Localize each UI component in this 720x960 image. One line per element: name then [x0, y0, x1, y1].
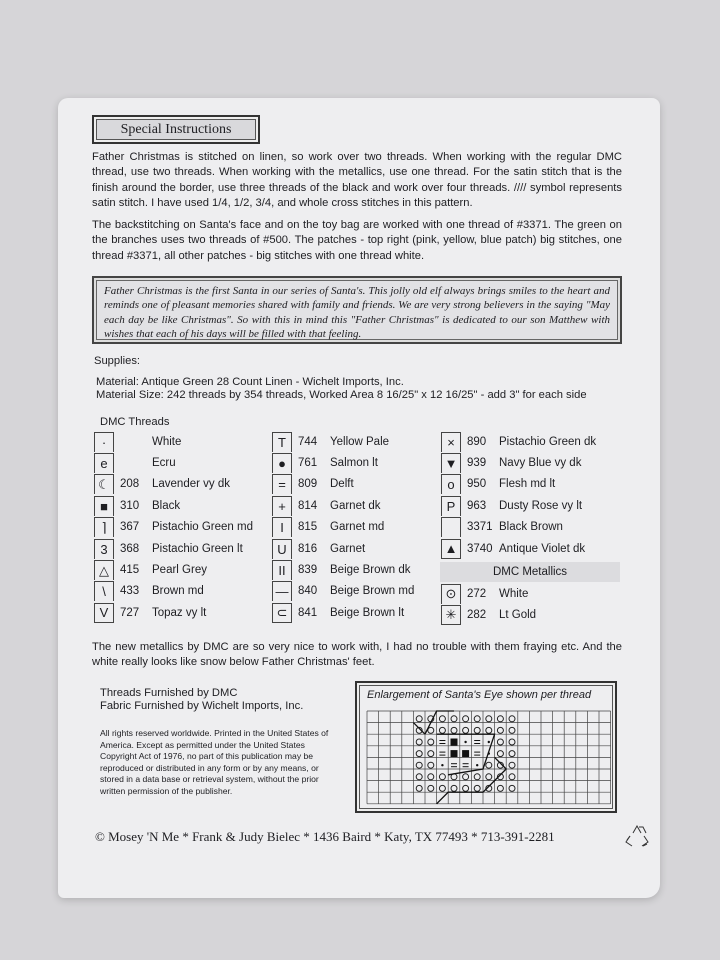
- thread-row: [94, 517, 253, 538]
- thread-name: White: [499, 587, 529, 600]
- x-mark-icon: ×: [441, 432, 461, 452]
- thread-row: [94, 452, 253, 473]
- tee-icon: T: [272, 432, 292, 452]
- thread-row: [94, 559, 253, 580]
- thread-number: 890: [467, 435, 487, 448]
- thread-name: Pistachio Green md: [152, 521, 253, 534]
- asterisk-icon: ✳: [441, 605, 461, 625]
- threads-heading: DMC Threads: [100, 416, 170, 428]
- instructions-paragraph-1: Father Christmas is stitched on linen, so work over two threads. When working with the regular DMC thread, use two threads. When working with the metallics, use one thread. For the satin stitch that is the finish around the border, use three threads of the black and work over four threads. //// symbol represents satin stitch. I have used 1/4, 1/2, 3/4, and whole cross stitches in this pattern.: [92, 151, 622, 210]
- fabric-credit: Fabric Furnished by Wichelt Imports, Inc.: [100, 700, 304, 712]
- triangle-up-icon: ▲: [441, 539, 461, 559]
- subset-icon: ⊂: [272, 603, 292, 623]
- copyright-notice: All rights reserved worldwide. Printed in the United States of America. Except as permitted under the United States Copyright Act of 1976, no part of this publication may be reproduced or distributed in any form or by any means, or stored in a data base or retrieval system, without the prior written permission of the publisher.: [100, 728, 329, 796]
- thread-row: [94, 495, 253, 516]
- thread-column-2: [272, 431, 414, 624]
- thread-row: [94, 602, 253, 623]
- material-line: Material: Antique Green 28 Count Linen - Wichelt Imports, Inc.: [96, 376, 404, 388]
- thread-row: [272, 538, 414, 559]
- thread-number: 809: [298, 478, 318, 491]
- thread-name: Pearl Grey: [152, 564, 207, 577]
- thread-name: Pistachio Green dk: [499, 435, 597, 448]
- plus-icon: +: [272, 496, 292, 516]
- thread-row: [441, 495, 596, 516]
- thread-name: White: [152, 435, 182, 448]
- thread-number: 433: [120, 585, 140, 598]
- script-three-icon: 3: [94, 539, 114, 559]
- corner-bracket-icon: ⌉: [94, 517, 114, 537]
- equals-icon: =: [272, 474, 292, 494]
- thread-name: Topaz vy lt: [152, 606, 207, 619]
- circled-dot-icon: ⊙: [441, 584, 461, 604]
- thread-number: 814: [298, 499, 318, 512]
- thread-column-3: [441, 431, 596, 559]
- thread-number: 761: [298, 457, 318, 470]
- circle-outline-icon: o: [441, 474, 461, 494]
- thread-row: [94, 431, 253, 452]
- thread-number: 727: [120, 606, 140, 619]
- thread-row: [94, 538, 253, 559]
- thread-number: 815: [298, 521, 318, 534]
- thread-row: [94, 581, 253, 602]
- thread-name: Garnet dk: [330, 499, 381, 512]
- thread-number: 839: [298, 564, 318, 577]
- thread-name: Beige Brown md: [330, 585, 415, 598]
- thread-row: [441, 517, 596, 538]
- thread-number: 816: [298, 542, 318, 555]
- thread-row: [272, 581, 414, 602]
- thread-number: 310: [120, 499, 140, 512]
- thread-name: Salmon lt: [330, 457, 378, 470]
- section-title-text: Special Instructions: [120, 121, 232, 137]
- vertical-bar-icon: I: [272, 517, 292, 537]
- material-size-line: Material Size: 242 threads by 354 threads, Worked Area 8 16/25" x 12 16/25" - add 3" for each side: [96, 389, 587, 401]
- eye-enlargement-box: [355, 681, 617, 813]
- thread-name: Lavender vy dk: [152, 478, 230, 491]
- thread-name: Flesh md lt: [499, 478, 556, 491]
- thread-name: Antique Violet dk: [499, 542, 586, 555]
- thread-number: 272: [467, 587, 487, 600]
- thread-row: [441, 452, 596, 473]
- thread-name: Black: [152, 499, 181, 512]
- thread-row: [272, 474, 414, 495]
- thread-number: 3371: [467, 521, 493, 534]
- eye-enlargement-title: Enlargement of Santa's Eye shown per thread: [367, 689, 592, 701]
- letter-v-icon: V: [94, 603, 114, 623]
- thread-row: [272, 495, 414, 516]
- section-title: [92, 115, 260, 144]
- eye-stitch-grid: [355, 681, 617, 813]
- triangle-down-icon: ▼: [441, 453, 461, 473]
- thread-number: 963: [467, 499, 487, 512]
- thread-row: [272, 517, 414, 538]
- thread-name: Beige Brown dk: [330, 564, 411, 577]
- backslash-icon: \: [94, 581, 114, 601]
- instructions-paragraph-2: The backstitching on Santa's face and on the toy bag are worked with one thread of #3371. The green on the branches uses two threads of #500. The patches - top right (pink, yellow, blue patch) big stitches, one thread #3371, all other patches - big stitches with one thread white.: [92, 219, 622, 262]
- thread-name: Ecru: [152, 457, 176, 470]
- thread-name: Black Brown: [499, 521, 563, 534]
- triangle-outline-icon: △: [94, 560, 114, 580]
- metallics-note: The new metallics by DMC are so very nice to work with, I had no trouble with them fraying etc. And the white really looks like snow below Father Christmas' feet.: [92, 641, 622, 669]
- letter-e-icon: e: [94, 453, 114, 473]
- thread-name: Pistachio Green lt: [152, 542, 243, 555]
- thread-name: Navy Blue vy dk: [499, 457, 582, 470]
- thread-row: [272, 559, 414, 580]
- thread-column-1: [94, 431, 253, 624]
- dot-small-icon: ·: [94, 432, 114, 452]
- thread-number: 939: [467, 457, 487, 470]
- thread-number: 415: [120, 564, 140, 577]
- thread-number: 840: [298, 585, 318, 598]
- thread-row: [272, 602, 414, 623]
- metallics-column: [441, 583, 536, 626]
- threads-credit: Threads Furnished by DMC: [100, 687, 238, 699]
- blank-icon: [441, 517, 461, 537]
- thread-number: 950: [467, 478, 487, 491]
- metallics-heading: DMC Metallics: [440, 562, 620, 582]
- thread-number: 282: [467, 609, 487, 622]
- thread-name: Beige Brown lt: [330, 606, 405, 619]
- thread-number: 3740: [467, 542, 493, 555]
- thread-name: Dusty Rose vy lt: [499, 499, 583, 512]
- filled-circle-icon: ●: [272, 453, 292, 473]
- thread-row: [94, 474, 253, 495]
- thread-row: [441, 583, 536, 604]
- publisher-footer: © Mosey 'N Me * Frank & Judy Bielec * 1436 Baird * Katy, TX 77493 * 713-391-2281: [95, 829, 555, 844]
- thread-name: Delft: [330, 478, 354, 491]
- thread-name: Garnet: [330, 542, 366, 555]
- thread-number: 744: [298, 435, 318, 448]
- thread-number: 367: [120, 521, 140, 534]
- recycle-icon: [624, 824, 650, 848]
- thread-row: [272, 431, 414, 452]
- double-bar-icon: II: [272, 560, 292, 580]
- dash-icon: —: [272, 581, 292, 601]
- letter-u-icon: U: [272, 539, 292, 559]
- crescent-moon-icon: ☾: [94, 474, 114, 494]
- thread-row: [441, 474, 596, 495]
- thread-name: Brown md: [152, 585, 204, 598]
- filled-square-icon: ■: [94, 496, 114, 516]
- thread-row: [441, 431, 596, 452]
- thread-row: [441, 604, 536, 625]
- letter-p-icon: P: [441, 496, 461, 516]
- thread-number: 841: [298, 606, 318, 619]
- thread-number: 208: [120, 478, 140, 491]
- thread-name: Garnet md: [330, 521, 385, 534]
- thread-number: 368: [120, 542, 140, 555]
- dedication-box: Father Christmas is the first Santa in our series of Santa's. This jolly old elf always brings smiles to the heart and reminds one of pleasant memories shared with family and friends. We are very strong believers in the saying "May each day be like Christmas". So with this in mind this "Father Christmas" is dedicated to our son Matthew with wishes that each of his days will be filled with that feeling.: [92, 276, 622, 344]
- thread-row: [272, 452, 414, 473]
- thread-name: Lt Gold: [499, 609, 537, 622]
- thread-row: [441, 538, 596, 559]
- thread-name: Yellow Pale: [330, 435, 390, 448]
- supplies-heading: Supplies:: [94, 355, 141, 367]
